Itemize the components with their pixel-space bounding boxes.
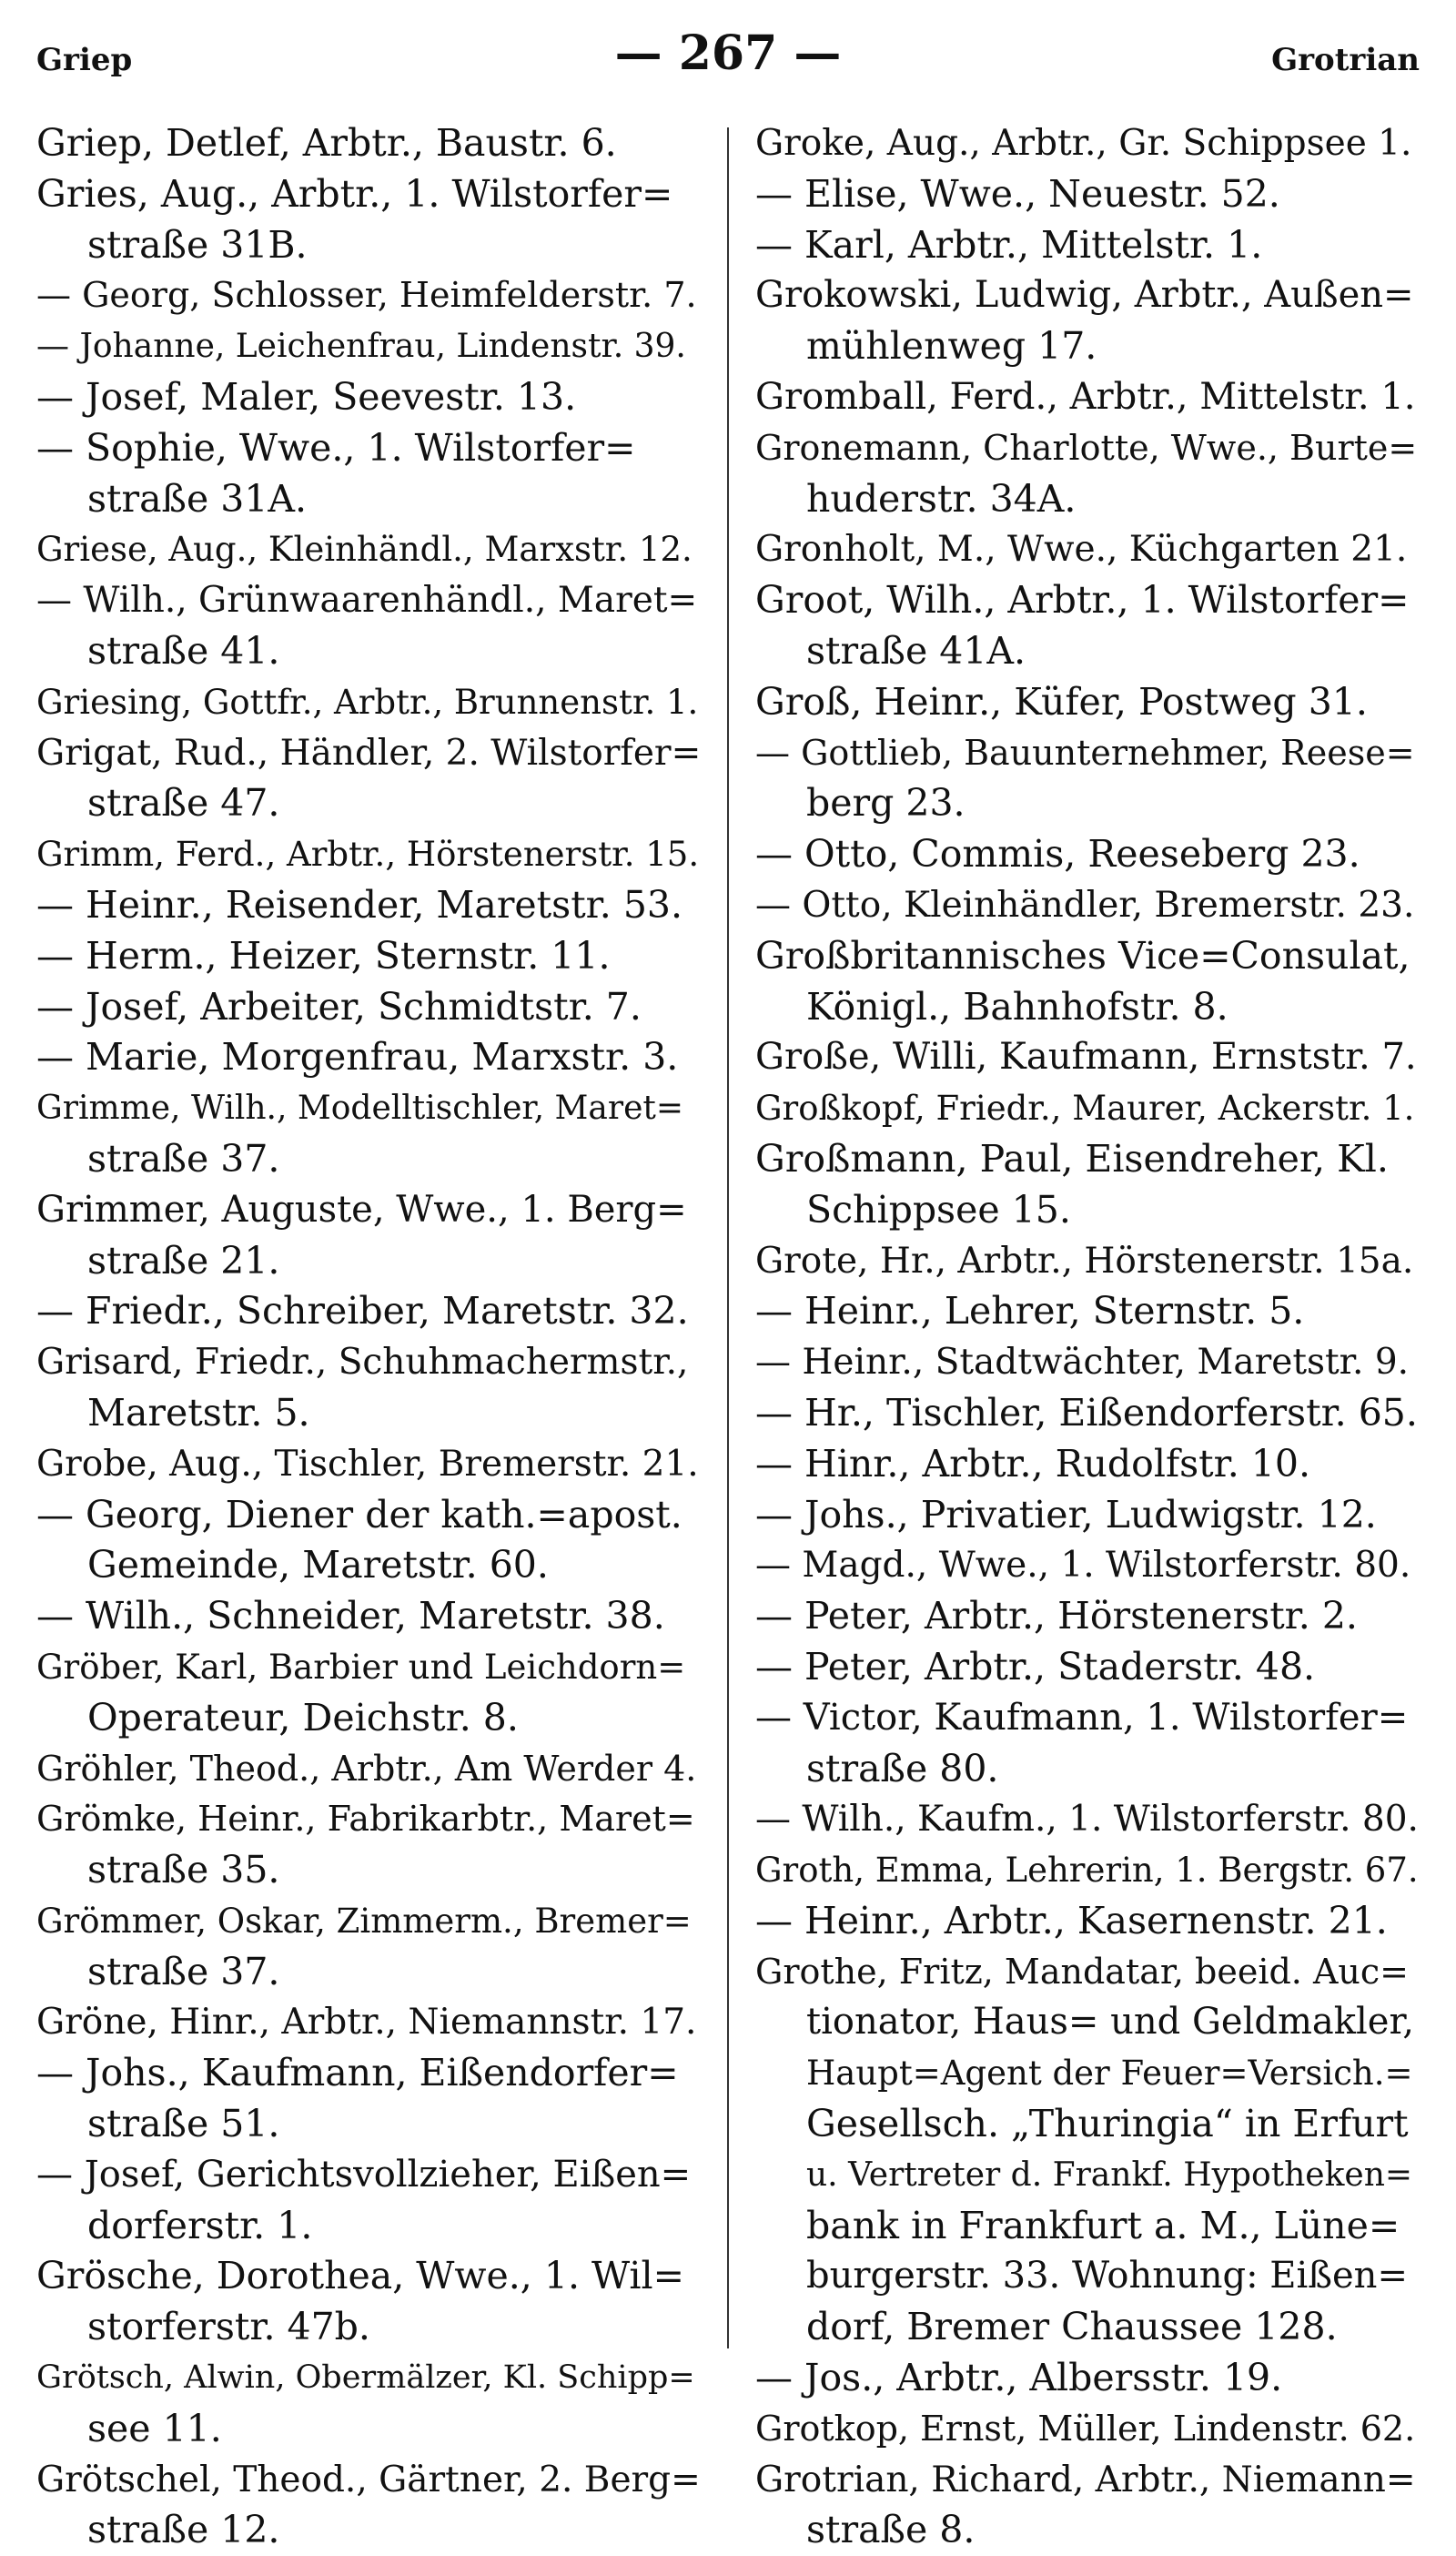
- directory-line: Grimmer, Auguste, Wwe., 1. Berg=: [36, 1188, 687, 1231]
- directory-line: Groot, Wilh., Arbtr., 1. Wilstorfer=: [755, 578, 1410, 623]
- directory-line: — Peter, Arbtr., Hörstenerstr. 2.: [755, 1594, 1358, 1638]
- directory-line: — Friedr., Schreiber, Maretstr. 32.: [36, 1289, 689, 1334]
- directory-line: — Johs., Kaufmann, Eißendorfer=: [36, 2051, 679, 2095]
- directory-line: — Johs., Privatier, Ludwigstr. 12.: [755, 1492, 1377, 1537]
- directory-line: — Wilh., Grünwaarenhändl., Maret=: [36, 580, 698, 622]
- directory-line: Griese, Aug., Kleinhändl., Marxstr. 12.: [36, 530, 693, 570]
- directory-line: berg 23.: [806, 781, 966, 826]
- directory-line: — Josef, Arbeiter, Schmidtstr. 7.: [36, 984, 642, 1029]
- directory-line: — Hr., Tischler, Eißendorferstr. 65.: [755, 1390, 1418, 1435]
- directory-line: Großbritannisches Vice=Consulat,: [755, 933, 1410, 978]
- directory-line: Gesellsch. „Thuringia“ in Erfurt: [806, 2102, 1409, 2146]
- directory-line: Gemeinde, Maretstr. 60.: [87, 1543, 549, 1587]
- directory-line: — Peter, Arbtr., Staderstr. 48.: [755, 1644, 1316, 1689]
- directory-line: Grote, Hr., Arbtr., Hörstenerstr. 15a.: [755, 1240, 1414, 1282]
- directory-line: — Herm., Heizer, Sternstr. 11.: [36, 933, 611, 978]
- directory-line: — Johanne, Leichenfrau, Lindenstr. 39.: [36, 328, 686, 366]
- directory-line: Grötschel, Theod., Gärtner, 2. Berg=: [36, 2459, 701, 2500]
- directory-line: — Sophie, Wwe., 1. Wilstorfer=: [36, 425, 636, 470]
- right-column: [755, 118, 1420, 2556]
- header-last-entry: Grotrian: [1271, 42, 1420, 78]
- directory-line: Grothe, Fritz, Mandatar, beeid. Auc=: [755, 1951, 1409, 1992]
- directory-line: Gröhler, Theod., Arbtr., Am Werder 4.: [36, 1748, 697, 1789]
- directory-line: dorferstr. 1.: [87, 2203, 313, 2247]
- directory-line: u. Vertreter d. Frankf. Hypotheken=: [806, 2155, 1413, 2194]
- directory-line: Haupt=Agent der Feuer=Versich.=: [806, 2054, 1413, 2094]
- directory-line: huderstr. 34A.: [806, 476, 1077, 521]
- directory-line: — Heinr., Stadtwächter, Maretstr. 9.: [755, 1342, 1410, 1384]
- directory-columns: [36, 118, 1420, 2552]
- directory-line: straße 47.: [87, 781, 280, 826]
- directory-line: straße 41A.: [806, 628, 1026, 673]
- directory-line: Grötsch, Alwin, Obermälzer, Kl. Schipp=: [36, 2359, 695, 2397]
- directory-line: Grigat, Rud., Händler, 2. Wilstorfer=: [36, 732, 701, 774]
- directory-line: Gronemann, Charlotte, Wwe., Burte=: [755, 427, 1418, 468]
- directory-line: Griesing, Gottfr., Arbtr., Brunnenstr. 1.: [36, 682, 699, 722]
- directory-line: straße 8.: [806, 2508, 976, 2552]
- directory-line: tionator, Haus= und Geldmakler,: [806, 2001, 1414, 2044]
- directory-line: straße 41.: [87, 628, 280, 673]
- directory-line: bank in Frankfurt a. M., Lüne=: [806, 2203, 1400, 2247]
- directory-line: — Heinr., Arbtr., Kasernenstr. 21.: [755, 1898, 1388, 1942]
- directory-line: straße 80.: [806, 1746, 999, 1790]
- header-first-entry: Griep: [36, 42, 133, 78]
- page-header: [36, 20, 1420, 84]
- directory-line: straße 31A.: [87, 476, 308, 521]
- directory-line: straße 35.: [87, 1848, 280, 1892]
- directory-line: — Wilh., Schneider, Maretstr. 38.: [36, 1594, 665, 1638]
- directory-line: — Elise, Wwe., Neuestr. 52.: [755, 171, 1280, 216]
- directory-line: — Marie, Morgenfrau, Marxstr. 3.: [36, 1035, 679, 1080]
- directory-line: straße 21.: [87, 1238, 280, 1283]
- directory-line: see 11.: [87, 2406, 222, 2450]
- directory-line: Gröne, Hinr., Arbtr., Niemannstr. 17.: [36, 2002, 697, 2044]
- directory-line: — Heinr., Reisender, Maretstr. 53.: [36, 882, 683, 927]
- directory-line: Grimme, Wilh., Modelltischler, Maret=: [36, 1090, 683, 1128]
- directory-line: Große, Willi, Kaufmann, Ernststr. 7.: [755, 1036, 1417, 1079]
- directory-line: — Gottlieb, Bauunternehmer, Reese=: [755, 732, 1415, 773]
- directory-line: — Georg, Diener der kath.=apost.: [36, 1492, 682, 1537]
- directory-line: straße 37.: [87, 1949, 280, 1993]
- directory-line: Gromball, Ferd., Arbtr., Mittelstr. 1.: [755, 375, 1416, 418]
- directory-line: Grösche, Dorothea, Wwe., 1. Wil=: [36, 2254, 685, 2298]
- directory-line: Groß, Heinr., Küfer, Postweg 31.: [755, 679, 1368, 724]
- directory-line: — Georg, Schlosser, Heimfelderstr. 7.: [36, 275, 697, 316]
- directory-line: — Josef, Maler, Seevestr. 13.: [36, 374, 577, 419]
- directory-line: straße 51.: [87, 2102, 280, 2146]
- directory-line: — Otto, Commis, Reeseberg 23.: [755, 832, 1360, 877]
- directory-line: Gronholt, M., Wwe., Küchgarten 21.: [755, 529, 1408, 571]
- directory-line: Groke, Aug., Arbtr., Gr. Schippsee 1.: [755, 123, 1412, 164]
- directory-line: Griep, Detlef, Arbtr., Baustr. 6.: [36, 121, 617, 165]
- directory-line: mühlenweg 17.: [806, 324, 1097, 369]
- directory-line: Gries, Aug., Arbtr., 1. Wilstorfer=: [36, 171, 673, 216]
- directory-line: Königl., Bahnhofstr. 8.: [806, 984, 1228, 1029]
- directory-line: Grotrian, Richard, Arbtr., Niemann=: [755, 2459, 1416, 2500]
- directory-line: Grotkop, Ernst, Müller, Lindenstr. 62.: [755, 2408, 1416, 2449]
- directory-line: Gröber, Karl, Barbier und Leichdorn=: [36, 1647, 686, 1687]
- directory-line: — Otto, Kleinhändler, Bremerstr. 23.: [755, 884, 1415, 926]
- directory-line: Maretstr. 5.: [87, 1390, 310, 1435]
- directory-line: Großkopf, Friedr., Maurer, Ackerstr. 1.: [755, 1089, 1415, 1129]
- directory-line: Grokowski, Ludwig, Arbtr., Außen=: [755, 274, 1414, 317]
- left-column: [36, 118, 701, 2556]
- directory-line: straße 12.: [87, 2508, 280, 2552]
- directory-line: Großmann, Paul, Eisendreher, Kl.: [755, 1136, 1389, 1181]
- page-number: — 267 —: [614, 25, 842, 81]
- directory-line: Grömke, Heinr., Fabrikarbtr., Maret=: [36, 1799, 695, 1840]
- directory-line: dorf, Bremer Chaussee 128.: [806, 2305, 1338, 2349]
- directory-line: — Hinr., Arbtr., Rudolfstr. 10.: [755, 1441, 1310, 1486]
- directory-line: straße 37.: [87, 1136, 280, 1181]
- directory-line: — Magd., Wwe., 1. Wilstorferstr. 80.: [755, 1545, 1411, 1587]
- directory-line: burgerstr. 33. Wohnung: Eißen=: [806, 2255, 1408, 2297]
- directory-line: straße 31B.: [87, 222, 308, 267]
- directory-line: — Wilh., Kaufm., 1. Wilstorferstr. 80.: [755, 1799, 1419, 1841]
- directory-line: storferstr. 47b.: [87, 2305, 370, 2349]
- directory-line: — Heinr., Lehrer, Sternstr. 5.: [755, 1289, 1305, 1334]
- directory-line: — Victor, Kaufmann, 1. Wilstorfer=: [755, 1696, 1409, 1739]
- directory-line: Grobe, Aug., Tischler, Bremerstr. 21.: [36, 1443, 699, 1485]
- column-divider: [727, 127, 729, 2348]
- directory-line: — Karl, Arbtr., Mittelstr. 1.: [755, 222, 1263, 267]
- directory-line: Groth, Emma, Lehrerin, 1. Bergstr. 67.: [755, 1851, 1419, 1891]
- directory-line: Grimm, Ferd., Arbtr., Hörstenerstr. 15.: [36, 835, 700, 875]
- directory-line: — Jos., Arbtr., Albersstr. 19.: [755, 2356, 1283, 2400]
- directory-line: Grisard, Friedr., Schuhmachermstr.,: [36, 1342, 689, 1384]
- directory-line: Grömmer, Oskar, Zimmerm., Bremer=: [36, 1901, 692, 1941]
- directory-line: Schippsee 15.: [806, 1187, 1071, 1232]
- directory-line: — Josef, Gerichtsvollzieher, Eißen=: [36, 2153, 692, 2196]
- directory-line: Operateur, Deichstr. 8.: [87, 1695, 519, 1740]
